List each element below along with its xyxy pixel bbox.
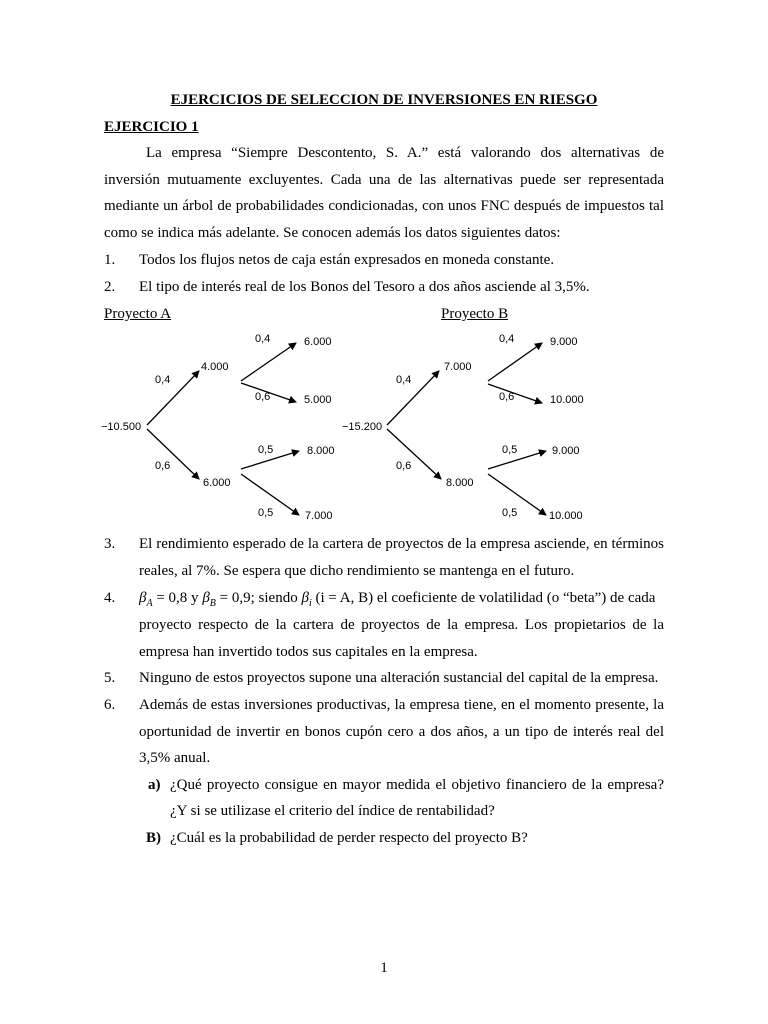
intro-line-1: La empresa “Siempre Descontento, S. A.” está valorando dos alternativas de [146, 145, 664, 161]
arrow [488, 343, 542, 381]
item-text: El tipo de interés real de los Bonos del Tesoro a dos años asciende al 3,5%. [139, 279, 590, 295]
tree-b-leaf-2: 10.000 [550, 394, 584, 406]
tree-b-p-up: 0,4 [396, 374, 412, 386]
arrow [387, 371, 439, 425]
exercise-heading: EJERCICIO 1 [104, 119, 199, 135]
tree-a-p-up: 0,4 [155, 374, 171, 386]
tree-b-leaf-3: 9.000 [552, 445, 580, 457]
tree-a-leaf-1: 6.000 [304, 336, 332, 348]
beta-a-value: = 0,8 y [152, 590, 203, 606]
item-number: 4. [104, 590, 116, 606]
beta-symbol: β [139, 590, 147, 606]
arrow [241, 343, 296, 381]
intro-line-3: mediante un árbol de probabilidades condicionadas, con unos FNC después de impuestos tal [104, 198, 664, 214]
item-number: 2. [104, 279, 116, 295]
beta-symbol: β [202, 590, 210, 606]
tree-b-p-up-up: 0,4 [499, 333, 515, 345]
tree-a-p-down-down: 0,5 [258, 507, 274, 519]
tree-a-p-up-down: 0,6 [255, 391, 271, 403]
project-b-label: Proyecto B [441, 306, 509, 322]
item-5-text: Ninguno de estos proyectos supone una alteración sustancial del capital de la empresa. [139, 670, 659, 686]
beta-symbol: β [301, 590, 309, 606]
tree-b-p-down: 0,6 [396, 460, 412, 472]
item-6-line-2: oportunidad de invertir en bonos cupón cero a dos años, a un tipo de interés real del [139, 724, 664, 740]
intro-line-4: como se indica más adelante. Se conocen además los datos siguientes datos: [104, 225, 561, 241]
tree-a-node-up: 4.000 [201, 361, 229, 373]
question-label: a) [148, 777, 161, 793]
item-4-line-1 [139, 590, 655, 616]
item-number: 6. [104, 697, 116, 713]
beta-subscript: i [308, 598, 312, 609]
tree-b-p-down-up: 0,5 [502, 444, 518, 456]
tree-a-leaf-2: 5.000 [304, 394, 332, 406]
tree-b-node-down: 8.000 [446, 477, 474, 489]
item-6-line-3: 3,5% anual. [139, 750, 211, 766]
item-number: 1. [104, 252, 116, 268]
question-label: B) [146, 830, 161, 846]
tree-b-leaf-1: 9.000 [550, 336, 578, 348]
item-3-line-2: reales, al 7%. Se espera que dicho rendimiento se mantenga en el futuro. [139, 563, 575, 579]
item-3-line-1: El rendimiento esperado de la cartera de proyectos de la empresa asciende, en términos [139, 536, 664, 552]
question-b-line-1: ¿Cuál es la probabilidad de perder respecto del proyecto B? [170, 830, 528, 846]
tree-b-p-down-down: 0,5 [502, 507, 518, 519]
tree-a-p-down: 0,6 [155, 460, 171, 472]
item-6-line-1: Además de estas inversiones productivas, la empresa tiene, en el momento presente, la [139, 697, 664, 713]
tree-a-leaf-3: 8.000 [307, 445, 335, 457]
tree-a-node-down: 6.000 [203, 477, 231, 489]
page-number: 1 [380, 960, 388, 976]
tree-b-node-up: 7.000 [444, 361, 472, 373]
tree-a-initial: −10.500 [101, 421, 142, 433]
question-a-line-1: ¿Qué proyecto consigue en mayor medida el objetivo financiero de la empresa? [170, 777, 664, 793]
beta-subscript: B [209, 598, 216, 609]
intro-line-2: inversión mutuamente excluyentes. Cada una de las alternativas puede ser representada [104, 172, 664, 188]
tree-a-p-up-up: 0,4 [255, 333, 271, 345]
tree-a-p-down-up: 0,5 [258, 444, 274, 456]
item-4-line-3: empresa han invertido todos sus capitales en la empresa. [139, 644, 478, 660]
item-number: 5. [104, 670, 116, 686]
question-a-line-2: ¿Y si se utilizase el criterio del índice de rentabilidad? [170, 803, 495, 819]
beta-b-value: = 0,9; siendo [215, 590, 302, 606]
tree-b-initial: −15.200 [342, 421, 383, 433]
beta-subscript: A [146, 598, 153, 609]
item-number: 3. [104, 536, 116, 552]
project-a-label: Proyecto A [104, 306, 172, 322]
tree-b-p-up-down: 0,6 [499, 391, 515, 403]
document-title: EJERCICIOS DE SELECCION DE INVERSIONES EN RIESGO [170, 92, 598, 108]
tree-b-leaf-4: 10.000 [549, 510, 583, 522]
item-4-line-2: proyecto respecto de la cartera de proyectos de la empresa. Los propietarios de la [139, 617, 664, 633]
tree-a-leaf-4: 7.000 [305, 510, 333, 522]
beta-definition: (i = A, B) el coeficiente de volatilidad (o “beta”) de cada [311, 590, 656, 606]
arrow [488, 384, 542, 403]
item-text: Todos los flujos netos de caja están expresados en moneda constante. [139, 252, 555, 268]
